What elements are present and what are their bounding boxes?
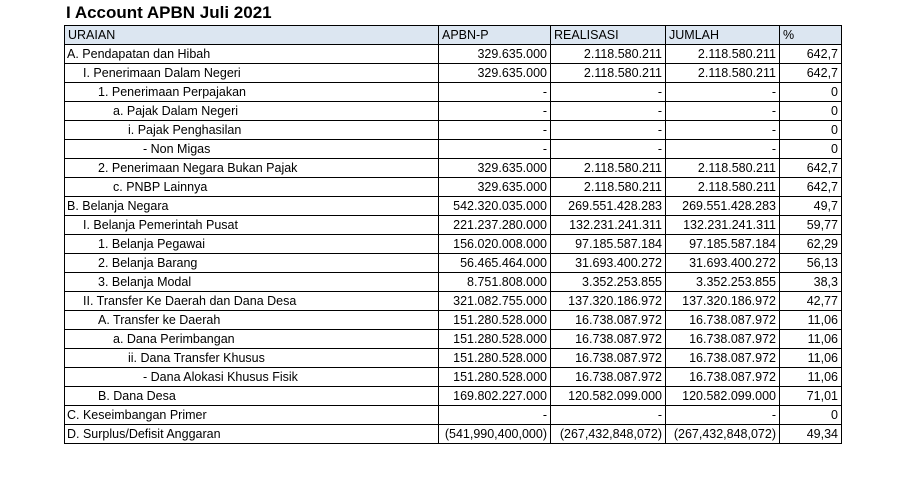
row-jumlah: 31.693.400.272 <box>666 254 780 273</box>
row-percent: 0 <box>780 406 842 425</box>
row-jumlah: - <box>666 140 780 159</box>
row-percent: 11,06 <box>780 368 842 387</box>
row-percent: 59,77 <box>780 216 842 235</box>
table-row <box>65 311 842 330</box>
row-realisasi: 2.118.580.211 <box>551 159 666 178</box>
table-body <box>65 45 842 444</box>
row-apbnp: 329.635.000 <box>439 159 551 178</box>
table-row <box>65 64 842 83</box>
row-percent: 0 <box>780 121 842 140</box>
page-title: I Account APBN Juli 2021 <box>66 3 272 22</box>
row-label: A. Pendapatan dan Hibah <box>65 45 439 64</box>
row-apbnp: 542.320.035.000 <box>439 197 551 216</box>
row-apbnp: (541,990,400,000) <box>439 425 551 444</box>
row-label: 2. Belanja Barang <box>65 254 439 273</box>
row-jumlah: - <box>666 83 780 102</box>
row-realisasi: - <box>551 121 666 140</box>
row-jumlah: 2.118.580.211 <box>666 159 780 178</box>
table-row <box>65 140 842 159</box>
row-apbnp: 151.280.528.000 <box>439 330 551 349</box>
row-realisasi: 16.738.087.972 <box>551 349 666 368</box>
apbn-table <box>64 25 842 444</box>
row-realisasi: (267,432,848,072) <box>551 425 666 444</box>
row-label: B. Belanja Negara <box>65 197 439 216</box>
row-jumlah: 16.738.087.972 <box>666 368 780 387</box>
table-row <box>65 254 842 273</box>
row-realisasi: 2.118.580.211 <box>551 64 666 83</box>
table-row <box>65 83 842 102</box>
row-label: a. Pajak Dalam Negeri <box>65 102 439 121</box>
row-label: 2. Penerimaan Negara Bukan Pajak <box>65 159 439 178</box>
row-apbnp: 151.280.528.000 <box>439 311 551 330</box>
table-row <box>65 121 842 140</box>
row-apbnp: - <box>439 102 551 121</box>
row-label: C. Keseimbangan Primer <box>65 406 439 425</box>
table-row <box>65 102 842 121</box>
row-label: ii. Dana Transfer Khusus <box>65 349 439 368</box>
row-label: i. Pajak Penghasilan <box>65 121 439 140</box>
table-row <box>65 178 842 197</box>
table-row <box>65 349 842 368</box>
row-jumlah: 16.738.087.972 <box>666 311 780 330</box>
row-apbnp: 221.237.280.000 <box>439 216 551 235</box>
row-jumlah: 132.231.241.311 <box>666 216 780 235</box>
row-label: a. Dana Perimbangan <box>65 330 439 349</box>
row-jumlah: 2.118.580.211 <box>666 178 780 197</box>
row-jumlah: 2.118.580.211 <box>666 64 780 83</box>
row-label: c. PNBP Lainnya <box>65 178 439 197</box>
row-label: I. Belanja Pemerintah Pusat <box>65 216 439 235</box>
row-jumlah: 3.352.253.855 <box>666 273 780 292</box>
row-apbnp: 56.465.464.000 <box>439 254 551 273</box>
row-percent: 38,3 <box>780 273 842 292</box>
row-percent: 642,7 <box>780 45 842 64</box>
row-label: - Dana Alokasi Khusus Fisik <box>65 368 439 387</box>
row-percent: 49,7 <box>780 197 842 216</box>
header-apbnp: APBN-P <box>439 26 551 45</box>
row-jumlah: 2.118.580.211 <box>666 45 780 64</box>
row-realisasi: - <box>551 406 666 425</box>
row-realisasi: 16.738.087.972 <box>551 368 666 387</box>
row-apbnp: 329.635.000 <box>439 64 551 83</box>
table-row <box>65 273 842 292</box>
row-percent: 11,06 <box>780 349 842 368</box>
table-header-row <box>65 26 842 45</box>
row-apbnp: 329.635.000 <box>439 178 551 197</box>
row-percent: 11,06 <box>780 330 842 349</box>
row-label: I. Penerimaan Dalam Negeri <box>65 64 439 83</box>
header-realisasi: REALISASI <box>551 26 666 45</box>
table-row <box>65 368 842 387</box>
table-row <box>65 292 842 311</box>
row-apbnp: 8.751.808.000 <box>439 273 551 292</box>
table-row <box>65 330 842 349</box>
row-label: 1. Penerimaan Perpajakan <box>65 83 439 102</box>
row-realisasi: - <box>551 102 666 121</box>
row-label: 1. Belanja Pegawai <box>65 235 439 254</box>
row-realisasi: 16.738.087.972 <box>551 330 666 349</box>
row-apbnp: 321.082.755.000 <box>439 292 551 311</box>
table-row <box>65 235 842 254</box>
row-label: II. Transfer Ke Daerah dan Dana Desa <box>65 292 439 311</box>
row-apbnp: 151.280.528.000 <box>439 368 551 387</box>
row-apbnp: - <box>439 83 551 102</box>
row-jumlah: 269.551.428.283 <box>666 197 780 216</box>
row-apbnp: 169.802.227.000 <box>439 387 551 406</box>
row-realisasi: 120.582.099.000 <box>551 387 666 406</box>
row-realisasi: - <box>551 140 666 159</box>
row-realisasi: 132.231.241.311 <box>551 216 666 235</box>
row-jumlah: - <box>666 121 780 140</box>
row-realisasi: 97.185.587.184 <box>551 235 666 254</box>
row-realisasi: 2.118.580.211 <box>551 45 666 64</box>
row-percent: 56,13 <box>780 254 842 273</box>
row-jumlah: 16.738.087.972 <box>666 330 780 349</box>
row-realisasi: 16.738.087.972 <box>551 311 666 330</box>
row-label: B. Dana Desa <box>65 387 439 406</box>
row-jumlah: 120.582.099.000 <box>666 387 780 406</box>
table-row <box>65 406 842 425</box>
row-realisasi: 2.118.580.211 <box>551 178 666 197</box>
row-realisasi: 3.352.253.855 <box>551 273 666 292</box>
row-apbnp: 329.635.000 <box>439 45 551 64</box>
row-jumlah: - <box>666 102 780 121</box>
row-label: - Non Migas <box>65 140 439 159</box>
row-jumlah: 16.738.087.972 <box>666 349 780 368</box>
row-realisasi: 31.693.400.272 <box>551 254 666 273</box>
row-apbnp: 156.020.008.000 <box>439 235 551 254</box>
row-label: D. Surplus/Defisit Anggaran <box>65 425 439 444</box>
header-uraian: URAIAN <box>65 26 439 45</box>
row-apbnp: - <box>439 406 551 425</box>
row-jumlah: 97.185.587.184 <box>666 235 780 254</box>
row-percent: 11,06 <box>780 311 842 330</box>
row-percent: 49,34 <box>780 425 842 444</box>
row-apbnp: 151.280.528.000 <box>439 349 551 368</box>
table-row <box>65 425 842 444</box>
table-row <box>65 216 842 235</box>
row-percent: 62,29 <box>780 235 842 254</box>
row-jumlah: 137.320.186.972 <box>666 292 780 311</box>
table-row <box>65 45 842 64</box>
row-realisasi: - <box>551 83 666 102</box>
row-jumlah: - <box>666 406 780 425</box>
row-label: A. Transfer ke Daerah <box>65 311 439 330</box>
header-percent: % <box>780 26 842 45</box>
row-percent: 642,7 <box>780 178 842 197</box>
row-percent: 71,01 <box>780 387 842 406</box>
header-jumlah: JUMLAH <box>666 26 780 45</box>
table-row <box>65 387 842 406</box>
row-percent: 0 <box>780 83 842 102</box>
table-row <box>65 159 842 178</box>
row-percent: 0 <box>780 102 842 121</box>
row-jumlah: (267,432,848,072) <box>666 425 780 444</box>
table-row <box>65 197 842 216</box>
row-label: 3. Belanja Modal <box>65 273 439 292</box>
row-percent: 42,77 <box>780 292 842 311</box>
row-apbnp: - <box>439 140 551 159</box>
row-realisasi: 269.551.428.283 <box>551 197 666 216</box>
row-apbnp: - <box>439 121 551 140</box>
row-percent: 642,7 <box>780 64 842 83</box>
row-realisasi: 137.320.186.972 <box>551 292 666 311</box>
row-percent: 642,7 <box>780 159 842 178</box>
row-percent: 0 <box>780 140 842 159</box>
